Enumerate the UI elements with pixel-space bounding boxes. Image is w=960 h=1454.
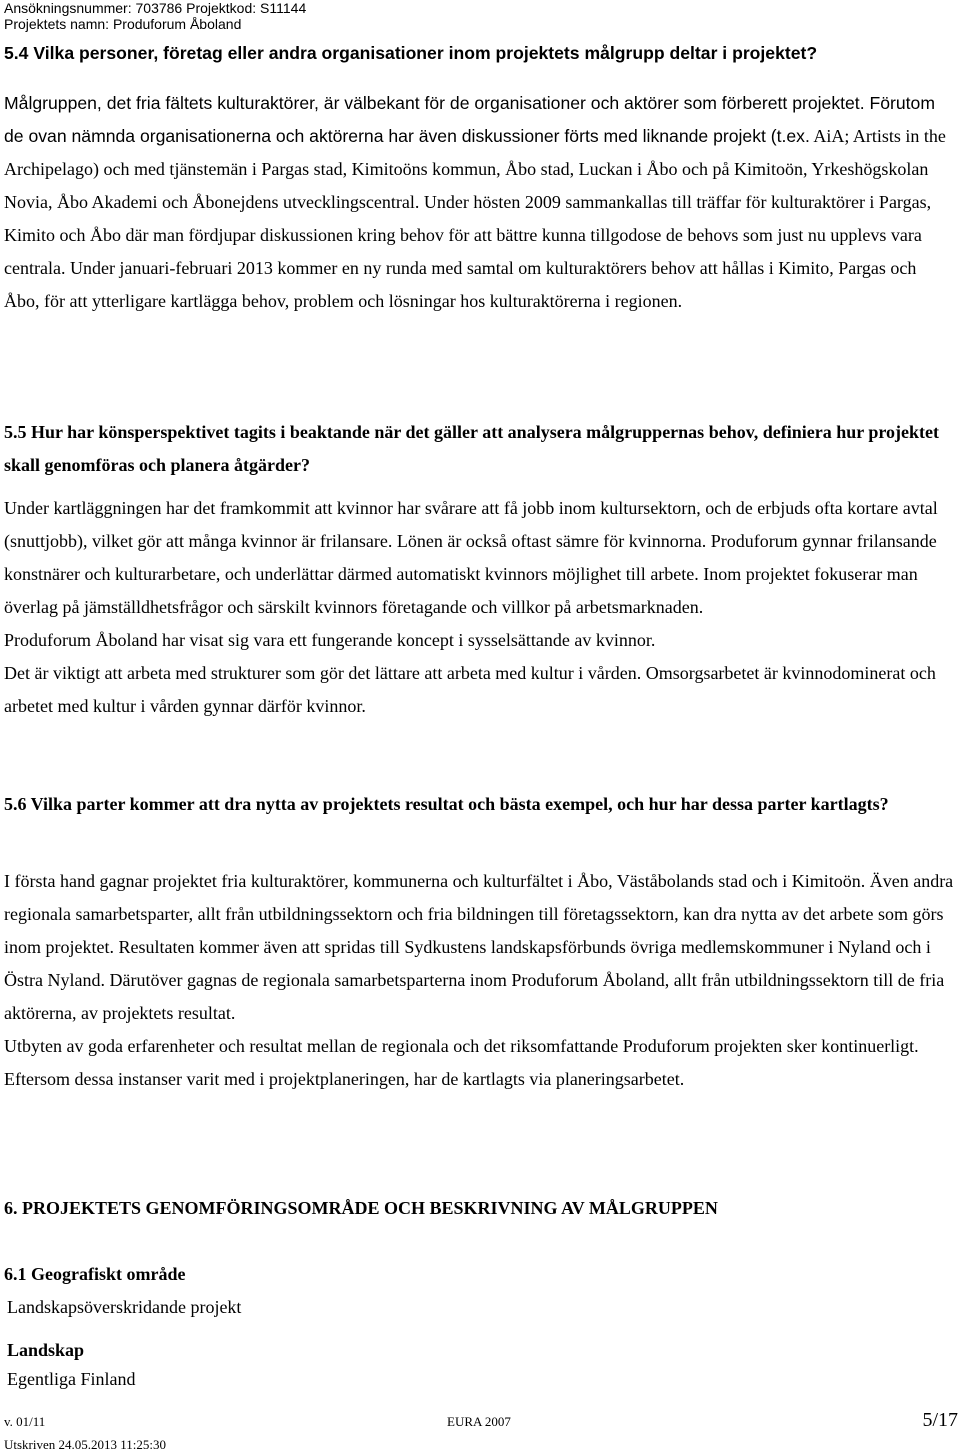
footer-printed-timestamp: Utskriven 24.05.2013 11:25:30 [4,1437,167,1452]
section-6-1-heading: 6.1 Geografiskt område [4,1264,186,1284]
section-5-5-paragraph-2: Produforum Åboland har visat sig vara ett fungerande koncept i sysselsättande av kvinnor. [4,630,656,650]
geographic-area-value: Landskapsöverskridande projekt [7,1297,242,1317]
section-5-6-paragraph-2: Utbyten av goda erfarenheter och resultat mellan de regionala och det riksomfattande Produforum projekten sker kontinuerligt. Eftersom dessa instanser varit med i projektplaneringen, har de kartlagts via planeringsarbetet. [4,1036,919,1089]
section-5-5-paragraph-3: Det är viktigt att arbeta med strukturer som gör det lättare att arbeta med kultur i vården. Omsorgsarbetet är kvinnodominerat och arbetet med kultur i vården gynnar därför kvinnor. [4,663,936,716]
section-5-4-heading: 5.4 Vilka personer, företag eller andra organisationer inom projektets målgrupp deltar i projektet? [4,43,818,63]
section-5-4-body [4,87,956,318]
section-5-5-heading: 5.5 Hur har könsperspektivet tagits i beaktande när det gäller att analysera målgruppernas behov, definiera hur projektet skall genomföras och planera åtgärder? [4,422,940,475]
section-5-5-body [4,492,956,723]
section-5-4-body-serif: AiA; Artists in the Archipelago) och med tjänstemän i Pargas stad, Kimitoöns kommun, Åbo stad, Luckan i Åbo och på Kimitoön, Yrkeshögskolan Novia, Åbo Akademi och Åbonejdens utvecklingscentral. Under hösten 2009 sammankallas till träffar för kulturaktörer i Pargas, Kimito och Åbo där man fördjupar diskussionen kring behov för att bättre kunna tillgodose de behovs som just nu upplevs vara centrala. Under januari-februari 2013 kommer en ny runda med samtal om kulturaktörers behov att hållas i Kimito, Pargas och Åbo, för att ytterligare kartlägga behov, problem och lösningar hos kulturaktörerna i regionen. [4,126,946,311]
landskap-value: Egentliga Finland [7,1369,136,1389]
page-number: 5/17 [922,1409,958,1431]
section-5-5-paragraph-1: Under kartläggningen har det framkommit att kvinnor har svårare att få jobb inom kultursektorn, och de erbjuds ofta kortare avtal (snuttjobb), vilket gör att många kvinnor är frilansare. Lönen är också oftast sämre för kvinnorna. Produforum gynnar frilansande konstnärer och kulturarbetare, och underlättar därmed automatiskt kvinnors möjlighet till arbete. Inom projektet fokuserar man överlag på jämställdhetsfrågor och särskilt kvinnors företagande och villkor på arbetsmarknaden. [4,498,938,617]
section-6-heading: 6. PROJEKTETS GENOMFÖRINGSOMRÅDE OCH BESKRIVNING AV MÅLGRUPPEN [4,1198,718,1218]
footer-version: v. 01/11 [4,1414,46,1429]
section-5-6-paragraph-1: I första hand gagnar projektet fria kulturaktörer, kommunerna och kulturfältet i Åbo, Väståbolands stad och i Kimitoön. Även andra regionala samarbetsparter, allt från utbildningssektorn och fria bildningen till företagssektorn, kan dra nytta av det arbete som görs inom projektet. Resultaten kommer även att spridas till Sydkustens landskapsförbunds övriga medlemskommuner i Nyland och i Östra Nyland. Därutöver gagnas de regionala samarbetsparterna inom Produforum Åboland, allt från utbildningssektorn till de fria aktörerna, av projektets resultat. [4,871,954,1023]
section-5-6-heading: 5.6 Vilka parter kommer att dra nytta av projektets resultat och bästa exempel, och hur har dessa parter kartlagts? [4,794,889,814]
landskap-label: Landskap [7,1340,85,1360]
header-application-line: Ansökningsnummer: 703786 Projektkod: S11144 [4,0,307,16]
section-5-4-body-sans: Målgruppen, det fria fältets kulturaktörer, är välbekant för de organisationer och aktörer som förberett projektet. Förutom de ovan nämnda organisationerna och aktörerna har även diskussioner förts med liknande projekt (t.ex. [4,93,935,146]
section-5-6-body [4,865,956,1096]
header-project-name: Projektets namn: Produforum Åboland [4,16,242,32]
footer-program: EURA 2007 [447,1414,511,1429]
